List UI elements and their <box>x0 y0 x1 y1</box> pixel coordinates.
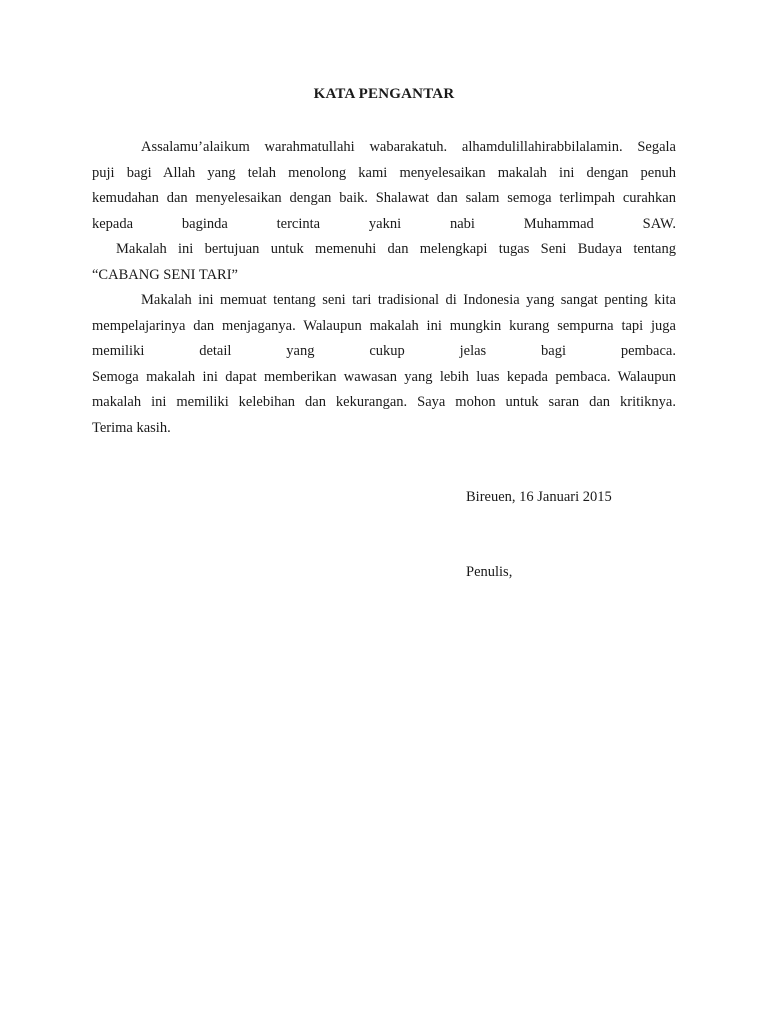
signer-label: Penulis, <box>466 564 513 580</box>
body-line: Assalamu’alaikum warahmatullahi wabarakatuh. alhamdulillahirabbilalamin. Segala <box>141 139 676 155</box>
body-line: Terima kasih. <box>92 419 171 436</box>
body-line: kemudahan dan menyelesaikan dengan baik. Shalawat dan salam semoga terlimpah curahkan <box>92 190 676 206</box>
document-title: KATA PENGANTAR <box>313 86 455 102</box>
body-line: mempelajarinya dan menjaganya. Walaupun makalah ini mungkin kurang sempurna tapi juga <box>92 317 676 334</box>
body-line: “CABANG SENI TARI” <box>92 266 238 283</box>
body-line: puji bagi Allah yang telah menolong kami menyelesaikan makalah ini dengan penuh <box>92 164 676 181</box>
body-line: kepada baginda tercinta yakni nabi Muhammad SAW. <box>92 215 676 232</box>
body-line: Makalah ini memuat tentang seni tari tradisional di Indonesia yang sangat penting kita <box>141 292 676 308</box>
body-line: memiliki detail yang cukup jelas bagi pembaca. <box>92 343 676 359</box>
document-body <box>92 135 676 441</box>
place-date: Bireuen, 16 Januari 2015 <box>466 489 612 505</box>
body-line: makalah ini memiliki kelebihan dan kekurangan. Saya mohon untuk saran dan kritiknya. <box>92 394 676 410</box>
body-line: Semoga makalah ini dapat memberikan wawasan yang lebih luas kepada pembaca. Walaupun <box>92 368 676 385</box>
body-line: Makalah ini bertujuan untuk memenuhi dan melengkapi tugas Seni Budaya tentang <box>116 241 676 257</box>
